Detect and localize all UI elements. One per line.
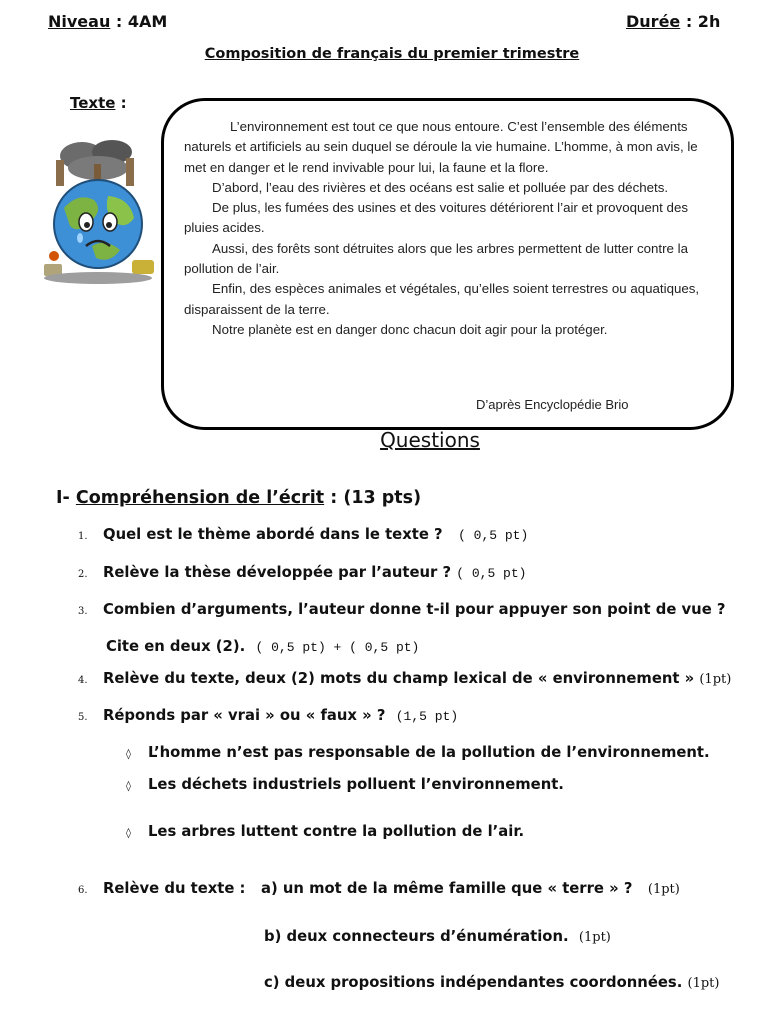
question-3	[78, 601, 725, 618]
question-6b-text: b) deux connecteurs d’énumération.	[264, 928, 569, 945]
question-keyword-faux: faux	[320, 707, 357, 724]
duree	[626, 12, 720, 31]
statement-item	[126, 823, 524, 840]
question-text: Relève du texte :	[103, 880, 246, 897]
question-points: ( 0,5 pt) + ( 0,5 pt)	[255, 640, 420, 655]
question-text: Réponds par «	[103, 707, 229, 724]
question-2	[78, 564, 526, 581]
duree-value: : 2h	[680, 12, 721, 31]
question-text: Relève du texte, deux (2) mots du champ lexical de «	[103, 670, 553, 687]
question-subtext: Cite en deux (2).	[106, 638, 246, 655]
statement-item	[126, 744, 710, 761]
question-6c-text: c) deux propositions indépendantes coordonnées.	[264, 974, 683, 991]
question-6b	[264, 928, 611, 945]
page-title: Composition de français du premier trimestre	[204, 46, 580, 62]
statement-text: L’homme n’est pas responsable de la pollution de l’environnement.	[148, 744, 710, 761]
question-points: (1pt)	[699, 672, 732, 687]
question-text: Quel est le thème abordé dans le texte ?	[103, 526, 443, 543]
question-points: (1pt)	[647, 882, 680, 897]
question-number: 1.	[78, 531, 88, 542]
statement-text: Les arbres luttent contre la pollution de l’air.	[148, 823, 525, 840]
question-points: (1pt)	[687, 976, 720, 991]
question-number: 6.	[78, 885, 88, 896]
statement-text: Les déchets industriels polluent l’environnement.	[148, 776, 564, 793]
question-text-end: » ?	[356, 707, 386, 724]
duree-label: Durée	[626, 12, 681, 31]
question-number: 3.	[78, 606, 88, 617]
question-6a-text: a) un mot de la même famille que «	[260, 880, 563, 897]
niveau	[48, 12, 167, 31]
question-6	[78, 880, 680, 897]
texte-label	[70, 94, 127, 112]
question-6a-keyword: terre	[562, 880, 604, 897]
question-3-sub	[106, 638, 419, 655]
section-points: : (13 pts)	[324, 488, 422, 508]
diamond-bullet-icon: ◊	[126, 781, 131, 792]
text-paragraph: Enfin, des espèces animales et végétales, qu’elles soient terrestres ou aquatiques, disparaissent de la terre.	[184, 281, 700, 317]
question-keyword: environnement	[552, 670, 680, 687]
question-points: (1pt)	[578, 930, 611, 945]
polluted-earth-illustration	[34, 138, 162, 286]
question-text: Combien d’arguments, l’auteur donne t-il pour appuyer son point de vue ?	[103, 601, 726, 618]
section-title: Compréhension de l’écrit	[75, 488, 325, 508]
text-paragraph: D’abord, l’eau des rivières et des océans est salie et polluée par des déchets.	[212, 179, 669, 195]
text-paragraph: De plus, les fumées des usines et des voitures détériorent l’air et provoquent des pluies acides.	[184, 200, 688, 236]
question-number: 2.	[78, 569, 88, 580]
text-source: D’après Encyclopédie Brio	[476, 397, 629, 412]
niveau-label: Niveau	[48, 12, 111, 31]
questions-title: Questions	[380, 428, 480, 452]
diamond-bullet-icon: ◊	[126, 828, 131, 839]
section-prefix: I-	[56, 488, 76, 508]
diamond-bullet-icon: ◊	[126, 749, 131, 760]
niveau-value: : 4AM	[110, 12, 168, 31]
question-5	[78, 707, 458, 724]
question-text-mid: » ou «	[260, 707, 321, 724]
section-comprehension	[56, 488, 421, 508]
question-points: ( 0,5 pt)	[458, 528, 529, 543]
question-points: (1,5 pt)	[395, 709, 459, 724]
question-6a-end: » ?	[603, 880, 633, 897]
texte-label-colon: :	[115, 94, 127, 112]
text-paragraph: L’environnement est tout ce que nous entoure. C’est l’ensemble des éléments naturels et artificiels au sein duquel se déroule la vie humaine. L’homme, à mon avis, le met en danger et le rend invivable pour lui, la faune et la flore.	[184, 119, 698, 175]
reading-text-box	[161, 98, 734, 430]
question-keyword-vrai: vrai	[228, 707, 261, 724]
text-paragraph: Notre planète est en danger donc chacun doit agir pour la protéger.	[212, 321, 608, 337]
question-4	[78, 670, 731, 687]
question-1	[78, 526, 528, 543]
question-number: 4.	[78, 675, 88, 686]
text-paragraph: Aussi, des forêts sont détruites alors que les arbres permettent de lutter contre la pollution de l’air.	[184, 240, 688, 277]
question-number: 5.	[78, 712, 88, 723]
question-text-end: »	[679, 670, 695, 687]
question-6c	[264, 974, 719, 991]
question-text: Relève la thèse développée par l’auteur ?	[103, 564, 452, 581]
texte-label-word: Texte	[70, 94, 116, 112]
question-points: ( 0,5 pt)	[456, 566, 527, 581]
reading-text	[184, 117, 714, 340]
statement-item	[126, 776, 564, 793]
